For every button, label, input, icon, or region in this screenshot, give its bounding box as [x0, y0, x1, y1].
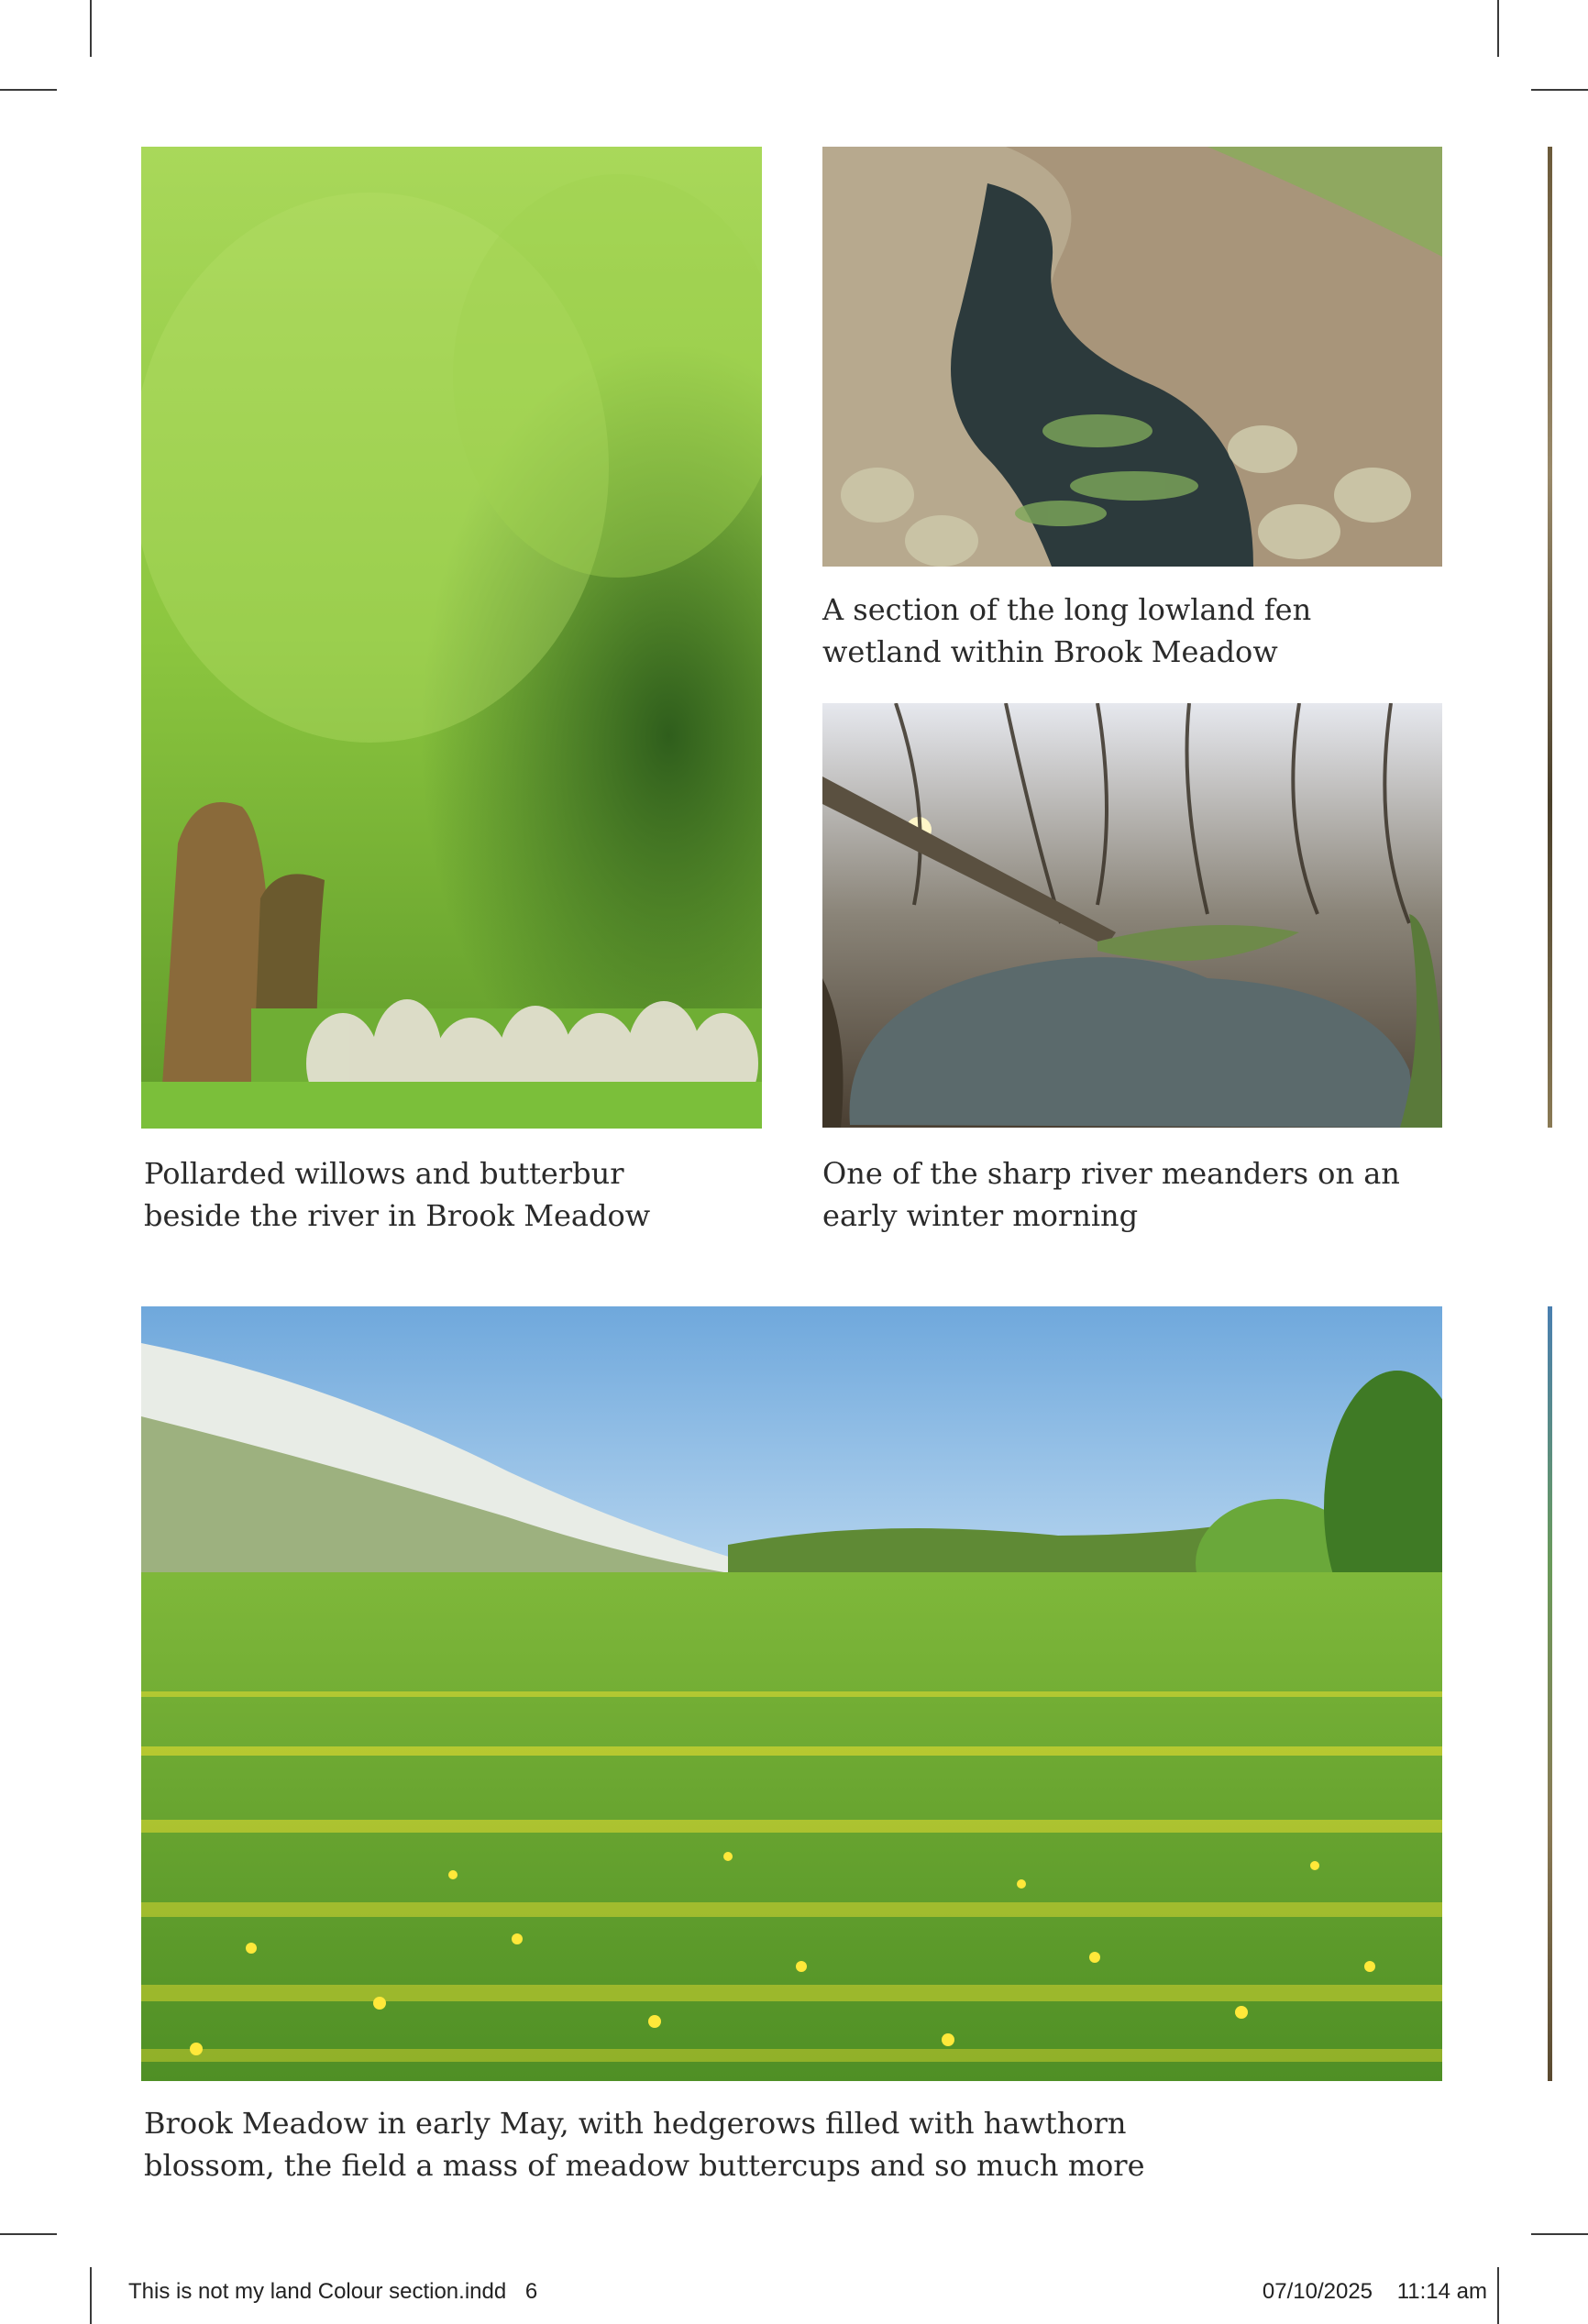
caption-line: One of the sharp river meanders on an	[822, 1156, 1400, 1191]
caption-line: blossom, the field a mass of meadow buttercups and so much more	[144, 2148, 1145, 2183]
crop-mark-top-right-v	[1497, 0, 1499, 57]
fen-wetland-photo	[822, 147, 1442, 567]
caption-line: early winter morning	[822, 1198, 1139, 1233]
buttercup-meadow-photo	[141, 1306, 1442, 2081]
crop-mark-top-left-v	[90, 0, 92, 57]
willows-caption	[144, 1152, 650, 1237]
next-page-edge-top	[1548, 147, 1552, 1128]
crop-mark-bottom-right-h	[1531, 2233, 1588, 2235]
river-meander-photo	[822, 703, 1442, 1128]
slug-filename-text: This is not my land Colour section.indd	[128, 2279, 507, 2304]
caption-line: beside the river in Brook Meadow	[144, 1198, 651, 1233]
crop-mark-top-right-h	[1531, 89, 1588, 91]
crop-mark-bottom-right-v	[1497, 2267, 1499, 2324]
slug-datetime	[1263, 2279, 1487, 2305]
meadow-caption	[144, 2102, 1145, 2186]
caption-line: A section of the long lowland fen	[822, 592, 1312, 627]
caption-line: Pollarded willows and butterbur	[144, 1156, 624, 1191]
crop-mark-bottom-left-h	[0, 2233, 57, 2235]
crop-mark-bottom-left-v	[90, 2267, 92, 2324]
fen-caption	[822, 589, 1311, 673]
caption-line: Brook Meadow in early May, with hedgerows filled with hawthorn	[144, 2106, 1127, 2141]
slug-date: 07/10/2025	[1262, 2279, 1373, 2304]
willows-butterbur-photo	[141, 147, 762, 1129]
slug-filename	[128, 2279, 537, 2305]
crop-mark-top-left-h	[0, 89, 57, 91]
caption-line: wetland within Brook Meadow	[822, 634, 1278, 669]
next-page-edge-bottom	[1548, 1306, 1552, 2081]
slug-time: 11:14 am	[1396, 2279, 1487, 2304]
slug-page-number: 6	[524, 2279, 538, 2304]
meander-caption	[822, 1152, 1400, 1237]
